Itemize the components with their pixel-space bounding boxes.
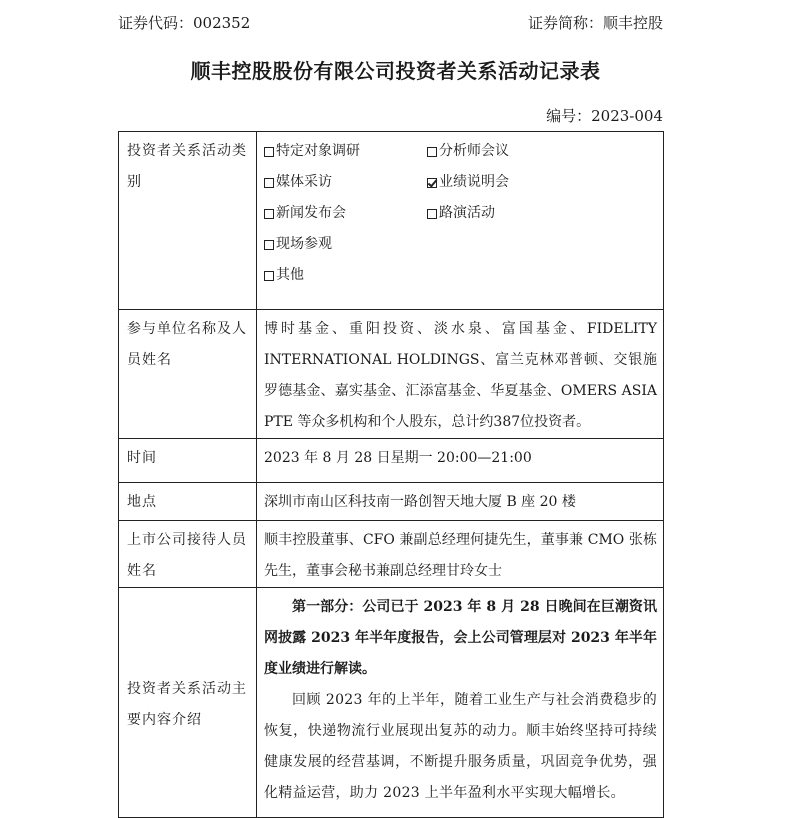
option-specific-research[interactable]: 特定对象调研 (264, 136, 427, 167)
row-hosts (119, 521, 664, 588)
row-content (119, 588, 664, 818)
checkbox-checked-icon[interactable] (427, 178, 437, 188)
time-label: 时间 (119, 439, 257, 483)
category-content (257, 132, 664, 310)
stock-short-name: 证券简称：顺丰控股 (527, 13, 663, 32)
row-location (119, 483, 664, 521)
checkbox-icon[interactable] (264, 209, 274, 219)
document-title: 顺丰控股股份有限公司投资者关系活动记录表 (190, 59, 601, 83)
participants-label: 参与单位名称及人员姓名 (119, 310, 257, 439)
checkbox-icon[interactable] (427, 209, 437, 219)
page-header (118, 10, 663, 34)
checkbox-icon[interactable] (264, 178, 274, 188)
row-participants (119, 310, 664, 439)
location-content: 深圳市南山区科技南一路创智天地大厦 B 座 20 楼 (257, 483, 664, 521)
option-other[interactable]: 其他 (264, 260, 427, 291)
checkbox-icon[interactable] (264, 240, 274, 250)
record-table (118, 131, 664, 818)
part1-heading: 第一部分：公司已于 2023 年 8 月 28 日晚间在巨潮资讯网披露 2023 年半年度报告，会上公司管理层对 2023 年半年度业绩进行解读。 (264, 599, 657, 677)
option-media-interview[interactable]: 媒体采访 (264, 167, 427, 198)
checkbox-icon[interactable] (264, 271, 274, 281)
option-analyst-meeting[interactable]: 分析师会议 (427, 136, 657, 167)
row-time (119, 439, 664, 483)
time-content: 2023 年 8 月 28 日星期一 20:00—21:00 (257, 439, 664, 483)
checkbox-icon[interactable] (427, 147, 437, 157)
hosts-label: 上市公司接待人员姓名 (119, 521, 257, 588)
category-options (264, 136, 657, 291)
content-body (257, 588, 664, 818)
option-site-visit[interactable]: 现场参观 (264, 229, 427, 260)
review-paragraph: 回顾 2023 年的上半年，随着工业生产与社会消费稳步的恢复，快递物流行业展现出复苏的动力。顺丰始终坚持可持续健康发展的经营基调，不断提升服务质量，巩固竞争优势，强化精益运营，助力 2023 上半年盈利水平实现大幅增长。 (264, 692, 657, 801)
row-category (119, 132, 664, 310)
hosts-content: 顺丰控股董事、CFO 兼副总经理何捷先生，董事兼 CMO 张栋先生，董事会秘书兼副总经理甘玲女士 (257, 521, 664, 588)
option-earnings-call[interactable]: 业绩说明会 (427, 167, 657, 198)
content-label: 投资者关系活动主要内容介绍 (119, 588, 257, 818)
category-label: 投资者关系活动类别 (119, 132, 257, 310)
checkbox-icon[interactable] (264, 147, 274, 157)
option-roadshow[interactable]: 路演活动 (427, 198, 657, 229)
option-press-conference[interactable]: 新闻发布会 (264, 198, 427, 229)
document-number: 编号：2023-004 (546, 107, 663, 125)
participants-content: 博时基金、重阳投资、淡水泉、富国基金、FIDELITY INTERNATIONAL HOLDINGS、富兰克林邓普顿、交银施罗德基金、嘉实基金、汇添富基金、华夏基金、OMERS ASIA PTE 等众多机构和个人股东，总计约387位投资者。 (257, 310, 664, 439)
stock-code: 证券代码：002352 (118, 13, 251, 32)
location-label: 地点 (119, 483, 257, 521)
